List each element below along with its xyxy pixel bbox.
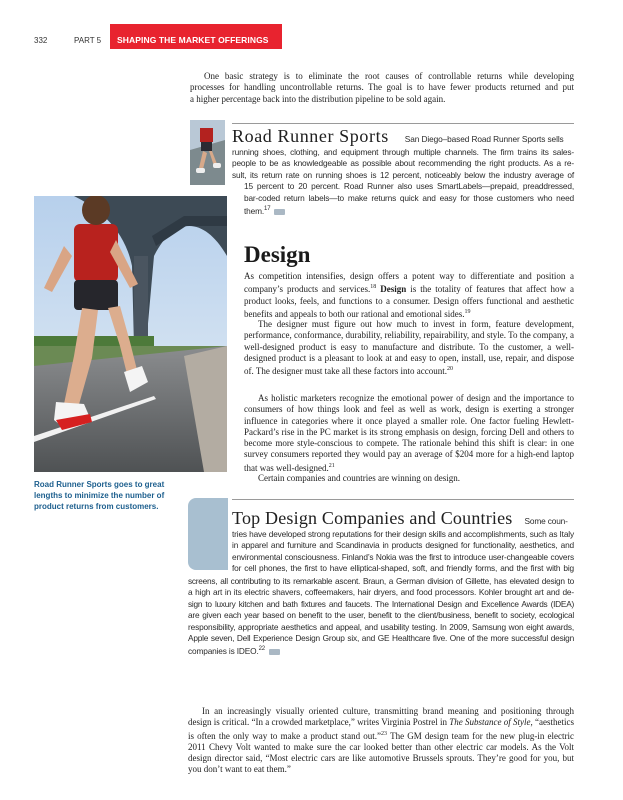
intro-line: One basic strategy is to eliminate the root causes of controllable returns while developing bbox=[204, 71, 574, 81]
top-design-line: Apple seven, Dell Experience Design Group six, and GE Healthcare five. One of the more successful design bbox=[188, 633, 574, 644]
closing-quote: , “aesthetics is often the only way to make a product stand out.” bbox=[188, 717, 575, 741]
design-paragraph-3 bbox=[244, 393, 574, 474]
road-runner-box bbox=[232, 126, 574, 217]
design-p1-rest: is the totality of features that affect how a product looks, feels, and functions to a consumer. Design offers functional and aesthetic benefits and appeals to both our rational and emotional sides. bbox=[244, 284, 575, 319]
top-design-line: a high art in its electric shavers, coffeemakers, hair dryers, and food processors. Kohler brought art and de- bbox=[188, 587, 574, 598]
footnote-ref: 19 bbox=[464, 308, 471, 315]
top-design-title: Top Design Companies and Countries bbox=[232, 508, 513, 528]
road-runner-line: people to be as knowledgeable as possible about recommending the right products. As a re- bbox=[232, 158, 574, 169]
design-paragraph-4: Certain companies and countries are winning on design. bbox=[258, 473, 460, 483]
top-design-line: environmental consciousness. Finland’s Nokia was the first to introduce user-changeable covers bbox=[232, 551, 574, 562]
road-runner-rule bbox=[232, 123, 574, 124]
runner-photo bbox=[34, 196, 227, 472]
top-design-wide-lines bbox=[188, 576, 574, 658]
road-runner-line: bar-coded return labels—to make returns quick and easy for those customers who need bbox=[244, 192, 574, 203]
top-design-last-line: companies is IDEO. bbox=[188, 646, 259, 657]
top-design-line: are given each year based on benefit to the user, benefit to the client/business, benefit to society, ecological bbox=[188, 610, 574, 621]
footnote-ref: 23 bbox=[381, 730, 388, 737]
design-p3-text: As holistic marketers recognize the emotional power of design and the importance to consumers of how things look and feel as well as work, design is exerting a stronger influence in categories where it once played a smaller role. One factor fueling Hewlett-Packard’s rise in the PC market is its strong emphasis on design, forcing Dell and others to become more style-conscious to compete. The rationale behind this shift is clear: in one survey consumers reported they would pay an average of $204 more for a high-end laptop that was well-designed. bbox=[244, 393, 574, 473]
intro-paragraph bbox=[190, 71, 574, 105]
road-runner-title: Road Runner Sports bbox=[232, 126, 389, 146]
top-design-line: screens, all contributing to its remarkable ascent. Braun, a German division of Gillette, has elevated design to bbox=[188, 576, 574, 586]
note-icon bbox=[269, 649, 280, 655]
footnote-ref: 18 bbox=[370, 284, 377, 291]
top-design-tab bbox=[188, 498, 228, 570]
book-title: The Substance of Style bbox=[449, 717, 531, 728]
part-title: SHAPING THE MARKET OFFERINGS bbox=[117, 35, 269, 45]
top-design-line: sign to luxury kitchen and bath fixtures and faucets. The International Design and Excellence Awards (IDEA) bbox=[188, 598, 574, 609]
note-icon bbox=[274, 209, 285, 215]
intro-line: a higher percentage back into the distribution pipeline to be sold again. bbox=[190, 93, 446, 104]
top-design-line: for cell phones, the first to have elliptical-shaped, soft, and friendly forms, and the first with big bbox=[232, 563, 574, 574]
road-runner-line: running shoes, clothing, and equipment through multiple channels. The firm trains its sales- bbox=[232, 147, 574, 157]
top-design-lead: Some coun- bbox=[524, 516, 568, 526]
design-paragraph-1 bbox=[244, 271, 574, 320]
road-runner-last-line: them. bbox=[244, 205, 265, 216]
top-design-line: in apparel and furniture and Scandinavia in products designed for functionality, aesthetics, and bbox=[232, 540, 574, 551]
design-paragraph-2 bbox=[244, 319, 574, 377]
intro-line: processes for handling uncontrollable returns. The goal is to have fewer products returned and put bbox=[190, 82, 574, 93]
road-runner-lead: San Diego–based Road Runner Sports sells bbox=[404, 134, 564, 144]
top-design-line: tries have developed strong reputations for their design skills and accomplishments, such as Italy bbox=[232, 529, 574, 539]
top-design-box bbox=[232, 508, 574, 575]
photo-caption: Road Runner Sports goes to great lengths to minimize the number of product returns from customers. bbox=[34, 480, 165, 511]
design-term: Design bbox=[380, 284, 407, 295]
design-p1-text: As competition intensifies, design offers a potent way to differentiate and position a company’s products and services. bbox=[244, 271, 574, 295]
road-runner-line bbox=[244, 204, 574, 217]
road-runner-line: 15 percent to 20 percent. Road Runner also uses SmartLabels—prepaid, preaddressed, bbox=[244, 181, 574, 192]
top-design-rule bbox=[232, 499, 574, 500]
footnote-ref: 22 bbox=[258, 646, 265, 653]
top-design-line bbox=[188, 644, 574, 657]
design-heading: Design bbox=[244, 242, 311, 267]
footnote-ref: 21 bbox=[328, 462, 335, 469]
road-runner-thumbnail bbox=[190, 120, 225, 185]
top-design-line: responsibility, appropriate aesthetics and appeal, and usability testing. In 2009, Samsung won eight awards, bbox=[188, 621, 574, 632]
closing-rest: The GM design team for the new plug-in electric 2011 Chevy Volt wanted to make sure the car looked better than other electric car models. As the Volt design director said, “Most electric cars are like automotive Brussels sprouts. They’re good for you, but you don’t want to eat them.” bbox=[188, 730, 574, 775]
closing-paragraph bbox=[188, 706, 574, 776]
footnote-ref: 20 bbox=[447, 366, 454, 373]
road-runner-line: sult, its return rate on running shoes is 12 percent, noticeably below the industry average of bbox=[232, 169, 574, 180]
footnote-ref: 17 bbox=[264, 206, 271, 213]
page-number: 332 bbox=[34, 36, 48, 45]
part-label: PART 5 bbox=[74, 36, 102, 45]
design-p2-text: The designer must figure out how much to invest in form, feature development, performance, conformance, durability, reliability, repairability, and style. To the company, a well-designed product is easy to manufacture and distribute. To the customer, a well-designed product is a pleasant to look at and easy to open, install, use, repair, and dispose of. The designer must take all these factors into account. bbox=[244, 319, 574, 377]
closing-text: In an increasingly visually oriented culture, transmitting brand meaning and positioning through design is critical. “In a crowded marketplace,” writes Virginia Postrel in bbox=[188, 706, 574, 728]
